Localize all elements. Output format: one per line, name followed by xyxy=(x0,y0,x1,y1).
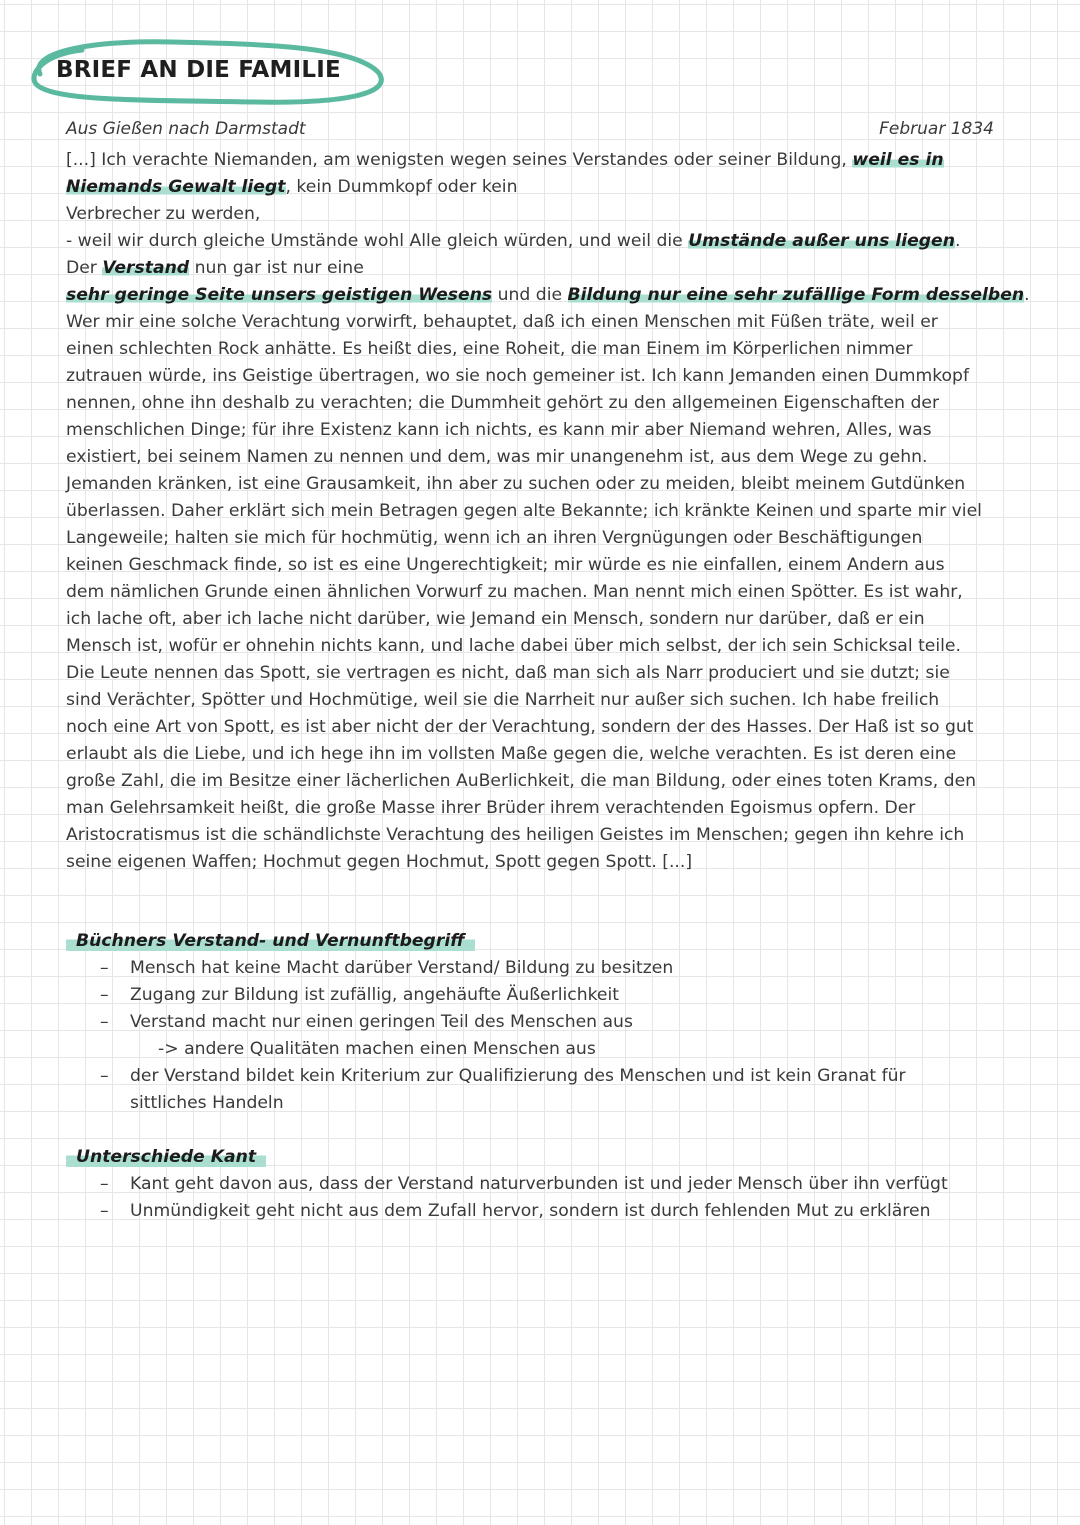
letter-line: große Zahl, die im Besitze einer lächerlichen AuBerlichkeit, die man Bildung, oder eines toten Krams, den xyxy=(66,771,977,791)
letter-line xyxy=(66,282,1030,309)
text: . xyxy=(1024,285,1030,305)
letter-line: menschlichen Dinge; für ihre Existenz kann ich nichts, es kann mir aber Niemand wehren, Alles, was xyxy=(66,420,932,440)
highlight: weil es in xyxy=(852,150,944,170)
letter-line xyxy=(66,201,1026,228)
text: [...] Ich verachte Niemanden, am wenigsten wegen seines Verstandes oder seiner Bildung, xyxy=(66,150,853,170)
letter-line: zutrauen würde, ins Geistige übertragen, wo sie noch gemeiner ist. Ich kann Jemanden einen Dummkopf xyxy=(66,366,970,386)
letter-line: erlaubt als die Liebe, und ich hege ihn im vollsten Maße gegen die, welche verachten. Es ist deren eine xyxy=(66,744,957,764)
notes-kant xyxy=(66,1144,1026,1225)
letter-line: Die Leute nennen das Spott, sie vertragen es nicht, daß man sich als Narr produciert und sie dutzt; sie xyxy=(66,663,950,683)
list-item-text: Mensch hat keine Macht darüber Verstand/ Bildung zu besitzen xyxy=(130,958,674,978)
list-item xyxy=(66,982,1026,1009)
list-item-text: der Verstand bildet kein Kriterium zur Qualifizierung des Menschen und ist kein Granat für xyxy=(130,1066,906,1086)
letter-line: dem nämlichen Grunde einen ähnlichen Vorwurf zu machen. Man nennt mich einen Spötter. Es ist wahr, xyxy=(66,582,963,602)
letter-meta xyxy=(66,119,994,145)
highlight: Verstand xyxy=(102,258,190,278)
letter-line: ich lache oft, aber ich lache nicht darüber, wie Jemand ein Mensch, sondern nur darüber, daß er ein xyxy=(66,609,925,629)
highlight: sehr geringe Seite unsers geistigen Wesens xyxy=(66,285,493,305)
letter-line: Wer mir eine solche Verachtung vorwirft, behauptet, daß ich einen Menschen mit Füßen träte, weil er xyxy=(66,312,938,332)
dash-bullet: – xyxy=(100,985,109,1005)
letter-line: man Gelehrsamkeit heißt, die große Masse ihrer Brüder ihrem verachtenden Egoismus opfern. Der xyxy=(66,798,916,818)
letter-line: Aristocratismus ist die schändlichste Verachtung des heiligen Geistes im Menschen; gegen ihn kehre ich xyxy=(66,825,965,845)
dash-bullet: – xyxy=(100,1174,109,1194)
letter-line xyxy=(66,228,1026,255)
highlight: Umstände außer uns liegen xyxy=(688,231,955,251)
letter-line: Jemanden kränken, ist eine Grausamkeit, ihn aber zu suchen oder zu meiden, bleibt meinem Gutdünken xyxy=(66,474,966,494)
text: , kein Dummkopf oder kein xyxy=(285,177,518,197)
notes-heading-verstand: Büchners Verstand- und Vernunftbegriff xyxy=(66,928,475,955)
letter-date: Februar 1834 xyxy=(879,119,994,139)
dash-bullet: – xyxy=(100,1012,109,1032)
letter-line: einen schlechten Rock anhätte. Es heißt dies, eine Roheit, die man Einem im Körperlichen nimmer xyxy=(66,339,913,359)
highlight: Niemands Gewalt liegt xyxy=(66,177,286,197)
dash-bullet: – xyxy=(100,1066,109,1086)
list-item xyxy=(66,1198,1026,1225)
text: Verbrecher zu werden, xyxy=(66,204,261,224)
letter-line: Mensch ist, wofür er ohnehin nichts kann, und lache dabei über mich selbst, der ich sein Schicksal teile. xyxy=(66,636,961,656)
letter-line xyxy=(66,255,1026,282)
list-item-text: Zugang zur Bildung ist zufällig, angehäufte Äußerlichkeit xyxy=(130,985,620,1005)
list-item xyxy=(66,1009,1026,1036)
letter-line xyxy=(66,147,1026,174)
dash-bullet: – xyxy=(100,1201,109,1221)
text: . xyxy=(954,231,961,251)
dash-bullet: – xyxy=(100,958,109,978)
sub-point: -> andere Qualitäten machen einen Menschen aus xyxy=(158,1039,596,1059)
letter-line: sind Verächter, Spötter und Hochmütige, weil sie die Narrheit nur außer sich suchen. Ich habe freilich xyxy=(66,690,940,710)
letter-line: noch eine Art von Spott, es ist aber nicht der der Verachtung, sondern der des Hasses. Der Haß ist so gut xyxy=(66,717,974,737)
text: und die xyxy=(492,285,568,305)
list-item xyxy=(66,1171,1026,1198)
letter-line: überlassen. Daher erklärt sich mein Betragen gegen alte Bekannte; ich kränkte Keinen und sparte mir viel xyxy=(66,501,982,521)
list-item-text: Kant geht davon aus, dass der Verstand naturverbunden ist und jeder Mensch über ihn verfügt xyxy=(130,1174,948,1194)
title-block xyxy=(22,32,392,112)
letter-line: seine eigenen Waffen; Hochmut gegen Hochmut, Spott gegen Spott. [...] xyxy=(66,852,693,872)
letter-text xyxy=(66,147,1030,876)
notes-list xyxy=(66,1171,1026,1225)
highlight: Bildung nur eine sehr zufällige Form desselben xyxy=(567,285,1025,305)
list-item-continuation: sittliches Handeln xyxy=(130,1093,284,1113)
list-item-text: Verstand macht nur einen geringen Teil des Menschen aus xyxy=(130,1012,633,1032)
letter-line: existiert, bei seinem Namen zu nennen und dem, was mir unangenehm ist, aus dem Wege zu gehn. xyxy=(66,447,928,467)
text: - weil wir durch gleiche Umstände wohl Alle gleich würden, und weil die xyxy=(66,231,689,251)
notes-list xyxy=(66,1063,1026,1090)
text: Der xyxy=(66,258,103,278)
letter-line: nennen, ohne ihn deshalb zu verachten; die Dummheit gehört zu den allgemeinen Eigenschaften der xyxy=(66,393,940,413)
letter-line: Langeweile; halten sie mich für hochmütig, wenn ich an ihren Vergnügungen oder Beschäftigungen xyxy=(66,528,923,548)
letter-line xyxy=(66,174,1026,201)
notes-list xyxy=(66,955,1026,1036)
notes-verstand xyxy=(66,928,1026,1117)
list-item xyxy=(66,1063,1026,1090)
page-title: BRIEF AN DIE FAMILIE xyxy=(56,57,341,83)
letter-place: Aus Gießen nach Darmstadt xyxy=(66,119,306,139)
notes-heading-kant: Unterschiede Kant xyxy=(66,1144,266,1171)
text: nun gar ist nur eine xyxy=(189,258,364,278)
letter-line: keinen Geschmack finde, so ist es eine Ungerechtigkeit; mir würde es nie einfallen, einem Andern aus xyxy=(66,555,945,575)
list-item-text: Unmündigkeit geht nicht aus dem Zufall hervor, sondern ist durch fehlenden Mut zu erklären xyxy=(130,1201,931,1221)
list-item xyxy=(66,955,1026,982)
